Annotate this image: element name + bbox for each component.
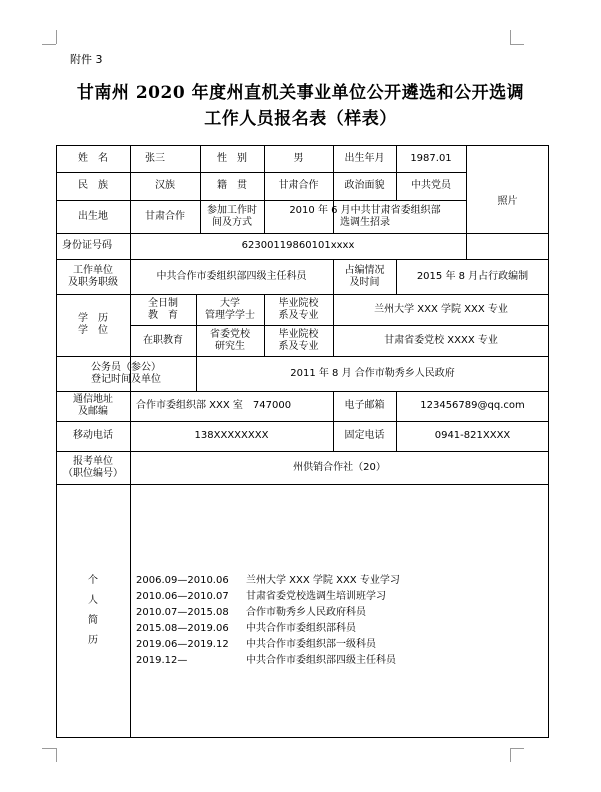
- work-unit-label: 工作单位 及职务职级: [68, 264, 118, 288]
- birth-value: 1987.01: [410, 152, 452, 164]
- resume-entry: [136, 637, 400, 653]
- ethnicity-value: 汉族: [155, 180, 175, 191]
- id-number-value: 62300119860101xxxx: [241, 240, 355, 251]
- work-unit-value: 中共合作市委组织部四级主任科员: [156, 270, 307, 282]
- resume-entry: [136, 605, 400, 621]
- email-value: 123456789@qq.com: [420, 400, 525, 411]
- resume-desc: 中共合作市委组织部一级科员: [246, 639, 376, 650]
- corner-mark-bottom-left: [56, 748, 57, 762]
- work-start-label: 参加工作时 间及方式: [207, 204, 257, 228]
- political-status-value: 中共党员: [411, 180, 451, 191]
- civil-servant-label: 公务员（参公） 登记时间及单位: [91, 361, 161, 385]
- fulltime-school-label: 毕业院校 系及专业: [278, 297, 319, 321]
- resume-period: 2010.07—2015.08: [136, 607, 229, 618]
- fulltime-degree-value: 大学 管理学学士: [205, 297, 255, 321]
- resume-entry: [136, 653, 400, 669]
- resume-period: 2010.06—2010.07: [136, 591, 229, 602]
- corner-mark-top-right-h: [510, 44, 524, 45]
- political-status-label: 政治面貌: [344, 180, 385, 191]
- gender-label: 性 别: [217, 152, 247, 164]
- civil-servant-value: 2011 年 8 月 合作市勒秀乡人民政府: [290, 367, 455, 379]
- phone-label: 固定电话: [344, 430, 385, 441]
- resume-label: 个 人 简 历: [88, 575, 98, 646]
- inservice-education-label: 在职教育: [143, 334, 183, 346]
- inservice-school-label: 毕业院校 系及专业: [278, 328, 319, 352]
- name-label: 姓 名: [78, 152, 108, 164]
- resume-period: 2019.06—2019.12: [136, 639, 229, 650]
- fulltime-education-label: 全日制 教 育: [148, 297, 178, 321]
- staffing-value: 2015 年 8 月占行政编制: [416, 270, 529, 282]
- resume-entry: [136, 621, 400, 637]
- resume-period: 2019.12—: [136, 655, 188, 666]
- resume-desc: 中共合作市委组织部四级主任科员: [246, 655, 396, 666]
- address-label: 通信地址 及邮编: [73, 394, 113, 417]
- resume-period: 2006.09—2010.06: [136, 575, 229, 586]
- email-label: 电子邮箱: [344, 400, 385, 411]
- resume-list: [136, 573, 400, 669]
- resume-entry: [136, 573, 400, 589]
- corner-mark-top-left-h: [42, 44, 56, 45]
- resume-entry: [136, 589, 400, 605]
- education-label: 学 历 学 位: [78, 313, 108, 336]
- corner-mark-top-left: [56, 30, 57, 44]
- birthplace-value: 甘肃合作: [145, 210, 185, 222]
- photo-box: 照片: [497, 196, 518, 207]
- phone-value: 0941-821XXXX: [434, 430, 511, 441]
- resume-desc: 合作市勒秀乡人民政府科员: [246, 607, 366, 618]
- resume-desc: 中共合作市委组织部科员: [246, 623, 356, 634]
- corner-mark-bottom-right-h: [510, 748, 524, 749]
- birthplace-label: 出生地: [78, 210, 108, 222]
- address-value: 合作市委组织部 XXX 室 747000: [136, 400, 292, 411]
- corner-mark-top-right: [510, 30, 511, 44]
- attachment-label: 附件 3: [70, 53, 103, 66]
- name-value: 张三: [145, 152, 165, 164]
- page-title: 甘南州 2020 年度州直机关事业单位公开遴选和公开选调: [76, 83, 525, 103]
- mobile-label: 移动电话: [73, 430, 113, 441]
- ethnicity-label: 民 族: [78, 180, 108, 191]
- native-place-value: 甘肃合作: [278, 180, 319, 191]
- mobile-value: 138XXXXXXXX: [194, 430, 269, 441]
- resume-desc: 兰州大学 XXX 学院 XXX 专业学习: [246, 575, 400, 586]
- resume-period: 2015.08—2019.06: [136, 623, 229, 634]
- inservice-school-value: 甘肃省委党校 XXXX 专业: [384, 334, 498, 346]
- native-place-label: 籍 贯: [217, 180, 247, 191]
- inservice-degree-value: 省委党校 研究生: [210, 328, 250, 352]
- birth-label: 出生年月: [344, 152, 385, 164]
- corner-mark-bottom-left-h: [42, 748, 56, 749]
- page-subtitle: 工作人员报名表（样表）: [204, 109, 397, 129]
- gender-value: 男: [293, 152, 304, 164]
- registration-form: [56, 145, 549, 738]
- staffing-label: 占编情况 及时间: [344, 264, 385, 288]
- work-start-value: 2010 年 6 月中共甘肃省委组织部 选调生招录: [289, 204, 441, 228]
- corner-mark-bottom-right: [510, 748, 511, 762]
- apply-unit-value: 州供销合作社（20）: [293, 461, 386, 473]
- fulltime-school-value: 兰州大学 XXX 学院 XXX 专业: [374, 303, 508, 315]
- resume-desc: 甘肃省委党校选调生培训班学习: [246, 591, 386, 602]
- id-number-label: 身份证号码: [62, 240, 112, 251]
- apply-unit-label: 报考单位 （职位编号）: [63, 455, 123, 479]
